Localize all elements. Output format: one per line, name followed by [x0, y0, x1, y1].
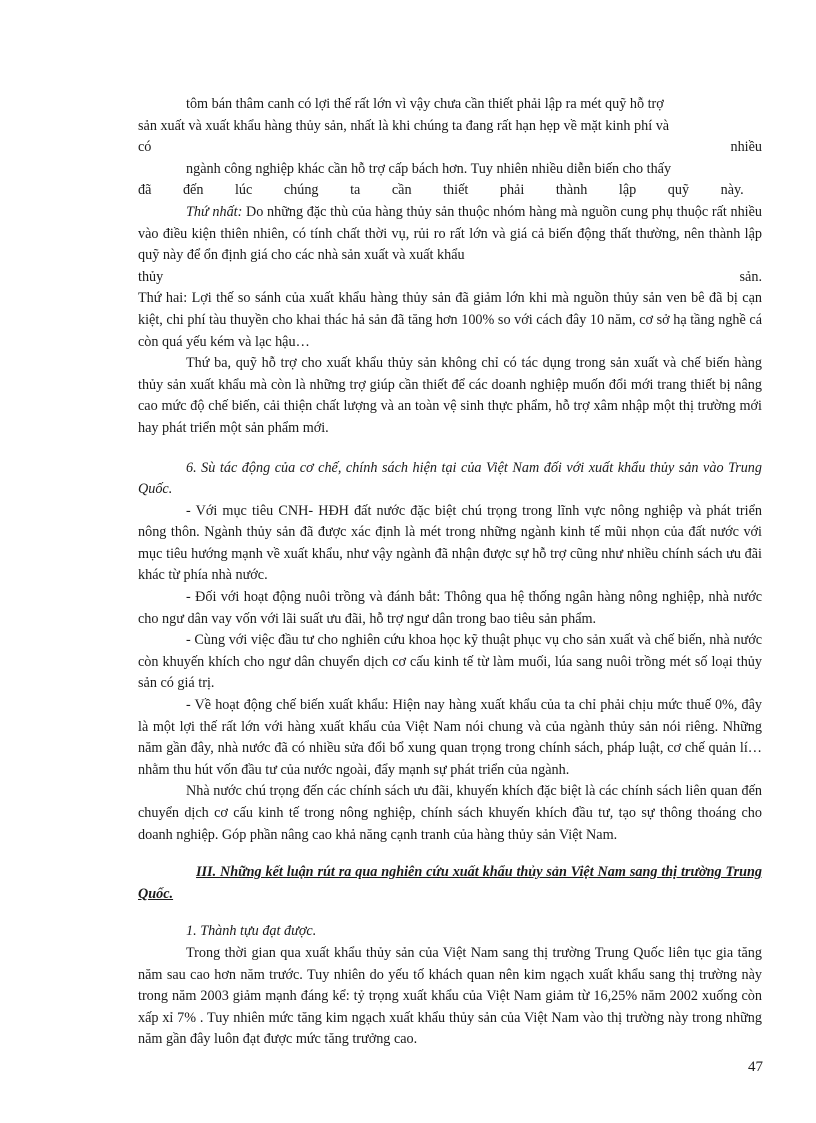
paragraph-achievements: Trong thời gian qua xuất khẩu thủy sản của Việt Nam sang thị trường Trung Quốc liên tục gia tăng năm sau cao hơn năm trước. Tuy nhiên do yếu tố khách quan nên kim ngạch xuất khẩu sang thị trường này trong năm 2003 giảm mạnh đáng kể: tỷ trọng xuất khẩu của Việt Nam giảm từ 16,25% năm 2002 xuống còn xấp xỉ 7% . Tuy nhiên mức tăng kim ngạch xuất khẩu thủy sản của Việt Nam vào thị trường này trong những năm gần đây luôn đạt được mức tăng trưởng cao.: [138, 944, 762, 1048]
paragraph-line: tôm bán thâm canh có lợi thế rất lớn vì vậy chưa cần thiết phải lập ra mét quỹ hỗ trợ: [186, 96, 664, 112]
word: sản.: [739, 268, 762, 285]
paragraph-thu-hai: Thứ hai: Lợi thế so sánh của xuất khẩu hàng thủy sản đã giảm lớn khi mà nguồn thủy sản ven bê đã bị cạn kiệt, chi phí tàu thuyền cho khai thác hả sản đã tăng hơn 100% so với cách đây 10 năm, cơ sở hạ tầng nghề cá còn quá yếu kém và lạc hậu…: [138, 290, 762, 350]
paragraph-line: sản xuất và xuất khẩu hàng thủy sản, nhất là khi chúng ta đang rất hạn hẹp về mặt kinh phí và: [138, 117, 670, 134]
word: nhiều: [730, 139, 762, 156]
spacer: [138, 440, 762, 458]
bullet-paragraph: - Với mục tiêu CNH- HĐH đất nước đặc biệt chú trọng trong lĩnh vực nông nghiệp và phát triển nông thôn. Ngành thủy sản đã được xác định là mét trong những ngành kinh tế mũi nhọn của đất nước với mục tiêu hướng mạnh về xuất khẩu, như vậy ngành đã nhận được sự hỗ trợ cũng như nhiều chính sách ưu đãi khác từ phía nhà nước.: [138, 502, 762, 584]
paragraph-closing: Nhà nước chú trọng đến các chính sách ưu đãi, khuyến khích đặc biệt là các chính sách liên quan đến chuyển dịch cơ cấu kinh tế trong nông nghiệp, chính sách khuyến khích đầu tư, tạo sự thông thoáng cho doanh nghiệp. Góp phần nâng cao khả năng cạnh tranh của hàng thủy sản Việt Nam.: [138, 783, 762, 843]
spacer: [138, 905, 762, 921]
section-6-heading: 6. Sù tác động của cơ chế, chính sách hiện tại của Việt Nam đối với xuất khẩu thủy sản vào Trung Quốc.: [138, 459, 762, 498]
word: thủy: [138, 268, 164, 285]
paragraph-line: ngành công nghiệp khác cần hỗ trợ cấp bách hơn. Tuy nhiên nhiều diễn biến cho thấy: [186, 160, 672, 177]
paragraph-line: đã đến lúc chúng ta cần thiết phải thành lập quỹ này.: [138, 182, 744, 199]
paragraph-thu-nhat: [138, 202, 762, 267]
bullet-paragraph: - Về hoạt động chế biến xuất khẩu: Hiện nay hàng xuất khẩu của ta chỉ phải chịu mức thuế 0%, đây là một lợi thế rất lớn với hàng xuất khẩu của Việt Nam nói chung và của ngành thủy sản nói riêng. Những năm gần đây, nhà nước đã có nhiều sửa đổi bổ xung quan trọng trong chính sách, pháp luật, cơ chế quản lí… nhằm thu hút vốn đầu tư của nước ngoài, đẩy mạnh sự phát triển của ngành.: [138, 697, 762, 778]
spacer: [138, 846, 762, 862]
word: có: [138, 139, 152, 156]
subsection-heading: 1. Thành tựu đạt được.: [186, 923, 317, 940]
bullet-paragraph: - Đối với hoạt động nuôi trồng và đánh bắt: Thông qua hệ thống ngân hàng nông nghiệp, nhà nước cho ngư dân vay vốn với lãi suất ưu đãi, hỗ trợ ngư dân trong bao tiêu sản phẩm.: [138, 589, 762, 627]
bullet-paragraph: - Cùng với việc đầu tư cho nghiên cứu khoa học kỹ thuật phục vụ cho sản xuất và chế biến, nhà nước còn khuyến khích cho ngư dân chuyển dịch cơ cấu kinh tế từ làm muối, lúa sang nuôi trồng mét số loại thủy sản có giá trị.: [138, 632, 762, 692]
paragraph-line: [138, 267, 762, 289]
section-3-heading: III. Những kết luận rút ra qua nghiên cứu xuất khẩu thủy sản Việt Nam sang thị trường Trung Quốc.: [138, 864, 762, 902]
text: Do những đặc thù của hàng thủy sản thuộc nhóm hàng mà nguồn cung phụ thuộc rất nhiều vào điều kiện thiên nhiên, có tính chất thời vụ, rủi ro rất lớn và giá cả biến động thất thường, nên thành lập quỹ này để ổn định giá cho các nhà sản xuất và xuất khẩu: [138, 203, 763, 264]
label: Thứ nhất:: [186, 203, 243, 220]
document-page: [138, 94, 762, 1051]
paragraph-line: [138, 137, 762, 159]
page-number: 47: [748, 1059, 763, 1075]
paragraph-thu-ba: Thứ ba, quỹ hỗ trợ cho xuất khẩu thủy sản không chỉ có tác dụng trong sản xuất và chế biến hàng thủy sản xuất khẩu mà còn là những trợ giúp cần thiết để các doanh nghiệp muốn đổi mới trang thiết bị nâng cao mức độ chế biến, cải thiện chất lượng và an toàn vệ sinh thực phẩm, hỗ trợ xâm nhập một thị trường mới hay phát triển một sản phẩm mới.: [138, 355, 762, 436]
